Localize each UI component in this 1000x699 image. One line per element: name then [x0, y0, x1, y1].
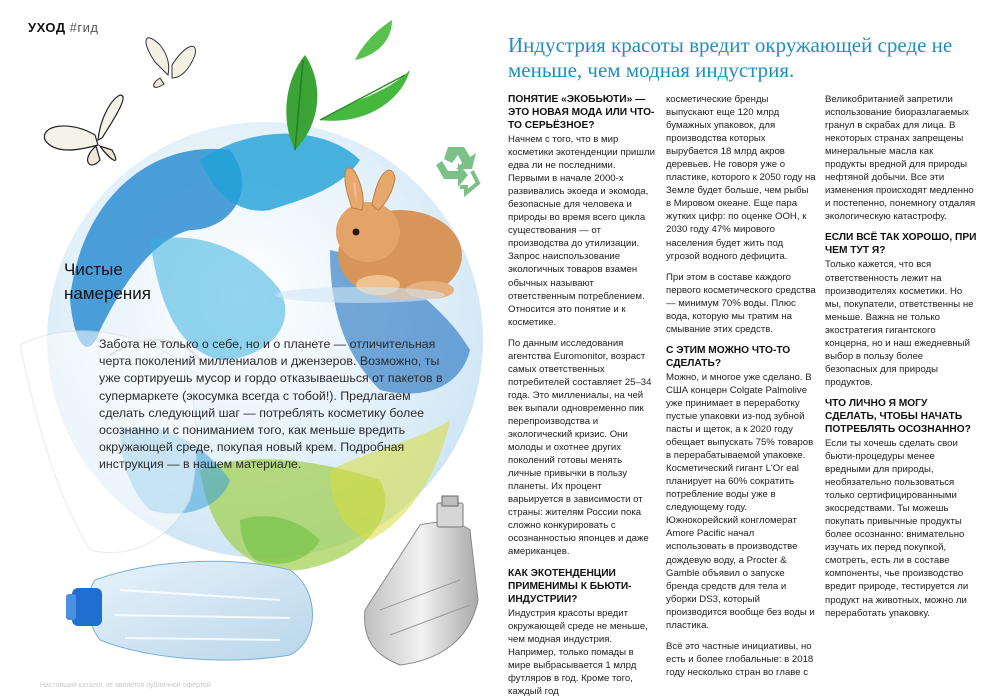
leaves-icon: [286, 20, 410, 150]
article-column-3: [825, 93, 977, 628]
paragraph: Всё это частные инициативы, но есть и более глобальные: в 2018 году несколько стран во главе с: [666, 640, 814, 678]
section-label: УХОД: [28, 20, 66, 35]
paragraph: Если ты хочешь сделать свои бьюти-процедуры менее вредными для природы, необязательно пользоваться только сертифицированными экосредствами. Ты можешь покупать привычные продукты более осознанно: внимательно изучать их перед покупкой, смотреть, есть ли в составе компоненты, чье производство вредит природе, тестируется ли продукт на животных, можно ли переработать упаковку.: [825, 437, 969, 619]
paragraph: Только кажется, что вся ответственность лежит на производителях косметики. Но мы, покупатели, ответственны не меньше. Важна не только экостратегия гигантского концерна, но и наш ежедневный выбор в пользу более безопасных для природы продуктов.: [825, 259, 974, 388]
article-column-1: [508, 93, 658, 699]
paragraph: Начнем с того, что в мир косметики экотенденции пришли едва ли не последними. Первыми в начале 2000-х развивались экоеда и экомода, безопасные для человека и природы во время всего цикла существования — от производства до утилизации. Запрос наиспользование экологичных товаров взамен обычных называют ответственным потреблением. Относится это понятие и к косметике.: [508, 134, 655, 328]
paragraph: Великобританией запретили использование биоразлагаемых гранул в скрабах для лица. В некоторых странах запрещены минеральные масла как продукты вредной для природы нефтяной добычи. Все эти изменения происходят медленно и постепенно, понемногу отдаляя экологическую катастрофу.: [825, 94, 976, 223]
paragraph: Можно, и многое уже сделано. В США концерн Colgate Palmolive уже принимает в переработку пустые упаковки из-под зубной пасты и щеток, а к 2020 году обещает выпускать 75% товаров в перерабатываемой упаковке. Косметический гигант L'Or eal планирует на 60% сократить потребление воды уже в следующему году. Южнокорейский конгломерат Amore Pacific начал использовать в производстве дождевую воду, а Procter & Gamble объявил о запуске бренда средств для тела и уборки DS3, который производится вообще без воды и пластика.: [666, 371, 815, 631]
footer-disclaimer: Настоящий каталог не является публичной офертой: [40, 682, 211, 689]
teaser-title-line1: Чистые: [64, 260, 123, 279]
paragraph: По данным исследования агентства Euromonitor, возраст самых ответственных потребителей составляет 25–34 года. Это миллениалы, на чей век выпали одновременно пик перепроизводства и экологический кризис. Они молоды и охотнее других поколений готовы менять личные привычки в пользу планеты. Их процент варьируется в зависимости от страны: жителям России пока сложно конкурировать с осознанностью японцев и даже американцев.: [508, 337, 652, 558]
section-heading: ЧТО ЛИЧНО Я МОГУ СДЕЛАТЬ, ЧТОБЫ НАЧАТЬ ПОТРЕБЛЯТЬ ОСОЗНАННО?: [825, 397, 971, 435]
teaser-title-line2: намерения: [64, 284, 151, 303]
article-column-2: [666, 93, 816, 687]
recycle-icon: [436, 147, 478, 193]
right-page: [500, 0, 1000, 699]
paragraph: Индустрия красоты вредит окружающей среде не меньше, чем модная индустрия. Например, только помады в мире выбрасывается 1 млрд футляров в год. Кроме того, каждый год: [508, 607, 648, 697]
section-heading: ЕСЛИ ВСЁ ТАК ХОРОШО, ПРИ ЧЕМ ТУТ Я?: [825, 232, 977, 257]
section-heading: ПОНЯТИЕ «ЭКОБЬЮТИ» — ЭТО НОВАЯ МОДА ИЛИ ЧТО-ТО СЕРЬЁЗНОЕ?: [508, 94, 655, 131]
section-tag: [28, 20, 98, 35]
section-heading: С ЭТИМ МОЖНО ЧТО-ТО СДЕЛАТЬ?: [666, 344, 791, 369]
paragraph: При этом в составе каждого первого косметического средства — минимум 70% воды. Плюс вода, которую мы тратим на смывание этих средств.: [666, 271, 816, 335]
section-heading: КАК ЭКОТЕНДЕНЦИИ ПРИМЕНИМЫ К БЬЮТИ-ИНДУСТРИИ?: [508, 567, 632, 605]
plastic-bottle-illustration: [66, 561, 313, 660]
section-hashtag: #гид: [69, 20, 99, 35]
butterfly-left-icon: [44, 95, 123, 165]
paragraph: косметические бренды выпускают еще 120 млрд бумажных упаковок, для производства которых вырубается 18 млрд акров деревьев. Не говоря уже о пластике, которого к 2050 году на Земле будет больше, чем рыбы в Мировом океане. Еще пара жутких цифр: по оценке ООН, к 2030 году 47% мирового населения будет жить под угрозой водного дефицита.: [666, 94, 816, 262]
teaser-body: Забота не только о себе, но и о планете — отличительная черта поколений миллениалов и джензеров. Возможно, ты уже сортируешь мусор и гордо отказываешься от пакетов в супермаркете (экосумка всегда с тобой!). Предлагаем сделать следующий шаг — потреблять косметику более осознанно и с пониманием того, как меньше вредить окружающей среде, покупая новый крем. Подробная инструкция — в нашем материале.: [99, 337, 443, 472]
butterfly-top-icon: [146, 38, 195, 88]
bottle-cap-icon: [72, 588, 102, 626]
teaser-title: [64, 258, 174, 306]
article-headline: Индустрия красоты вредит окружающей среде не меньше, чем модная индустрия.: [508, 33, 953, 82]
